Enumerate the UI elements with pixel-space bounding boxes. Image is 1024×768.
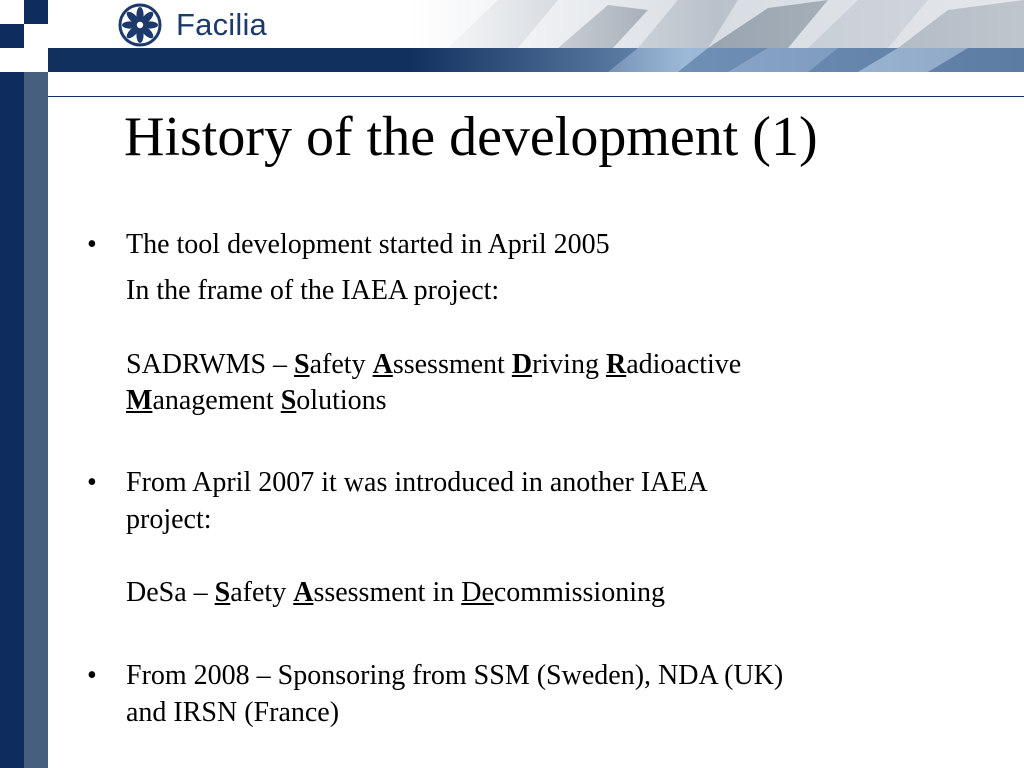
- acronym-initial: D: [511, 349, 533, 380]
- checker-square: [24, 72, 48, 96]
- acronym-word-rest: olutions: [296, 385, 387, 416]
- acronym-word-rest: anagement: [152, 385, 281, 416]
- facilia-logo: [110, 3, 267, 47]
- acronym-word-rest: ssessment in: [313, 577, 462, 608]
- bullet-marker: •: [87, 467, 97, 498]
- acronym-initial: A: [293, 577, 314, 608]
- acronym-initial: R: [605, 349, 627, 380]
- checker-square: [0, 24, 24, 48]
- acronym-word-rest: ssessment: [392, 349, 512, 380]
- header-band-photo: [408, 48, 1024, 72]
- checker-square: [0, 48, 24, 72]
- header-photo-banner: [408, 0, 1024, 48]
- header-band: [48, 48, 1024, 72]
- header-divider: [48, 96, 1024, 97]
- acronym-word-rest: commissioning: [493, 577, 665, 608]
- acronym-word-rest: afety: [230, 577, 294, 608]
- checker-square: [0, 72, 24, 96]
- bullet-1-line-2: In the frame of the IAEA project:: [126, 275, 500, 306]
- acronym-initial: S: [280, 385, 297, 416]
- acronym-word-rest: afety: [309, 349, 373, 380]
- acronym-initial: S: [294, 349, 310, 380]
- logo-text: Facilia: [176, 7, 267, 42]
- bullet-3-line-1: From 2008 – Sponsoring from SSM (Sweden), NDA (UK): [126, 660, 784, 691]
- slide-title: History of the development (1): [124, 106, 818, 168]
- bullet-3-line-2: and IRSN (France): [126, 697, 340, 728]
- checker-square: [24, 0, 48, 24]
- bullet-marker: •: [87, 660, 97, 691]
- bullet-1-acronym-line-2: [126, 384, 387, 418]
- checker-square: [24, 48, 48, 72]
- bullet-1-line-1: The tool development started in April 2005: [126, 229, 610, 260]
- acronym-word-rest: adioactive: [626, 349, 742, 380]
- acronym-prefix: DeSa –: [126, 577, 215, 608]
- bullet-marker: •: [87, 229, 97, 260]
- acronym-initial: De: [461, 577, 494, 608]
- checker-square: [24, 24, 48, 48]
- acronym-initial: S: [214, 577, 231, 608]
- flower-wheel-icon: [110, 3, 170, 47]
- acronym-initial: M: [126, 385, 153, 416]
- left-bar-navy-strip: [0, 0, 24, 768]
- acronym-initial: A: [372, 349, 393, 380]
- checker-square: [0, 0, 24, 24]
- acronym-word-rest: riving: [532, 349, 606, 380]
- bullet-1-acronym-line-1: [126, 348, 741, 382]
- bullet-2-acronym-line: [126, 576, 665, 610]
- bullet-2-line-1: From April 2007 it was introduced in another IAEA: [126, 467, 708, 498]
- header-top: [48, 0, 1024, 48]
- left-bar-steel-strip: [24, 0, 48, 768]
- bullet-2-line-2: project:: [126, 504, 212, 535]
- acronym-prefix: SADRWMS –: [126, 349, 295, 380]
- left-decorative-bar: [0, 0, 48, 768]
